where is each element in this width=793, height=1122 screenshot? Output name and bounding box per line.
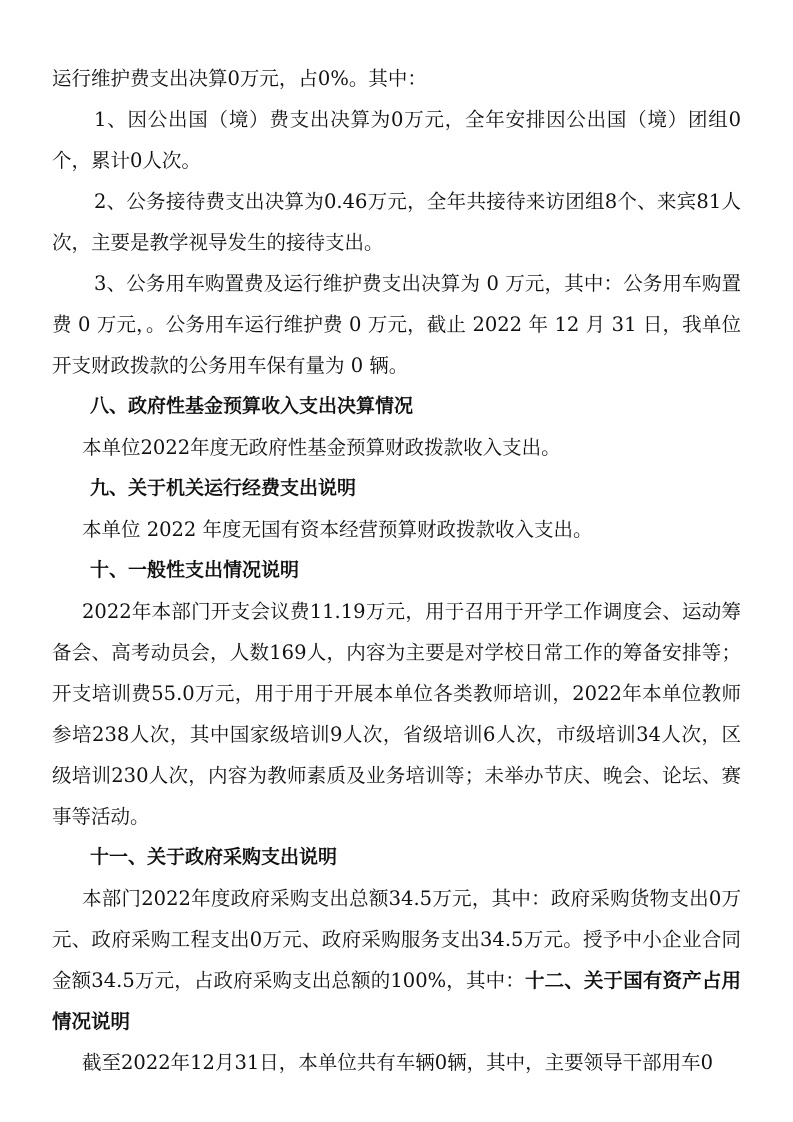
paragraph-operating-cost: 运行维护费支出决算0万元，占0%。其中： — [52, 67, 427, 90]
paragraph-official-vehicles: 3、公务用车购置费及运行维护费支出决算为 0 万元，其中：公务用车购置费 0 万元，。公务用车运行维护费 0 万元，截止 2022 年 12 月 31 日，我单位开支财政拨款的公务用车保有量为 0 辆。 — [52, 272, 741, 377]
paragraph-reception: 2、公务接待费支出决算为0.46万元，全年共接待来访团组8个、来宾81人次，主要是教学视导发生的接待支出。 — [52, 190, 741, 254]
paragraph-government-fund: 本单位2022年度无政府性基金预算财政拨款收入支出。 — [82, 436, 561, 459]
heading-procurement: 十一、关于政府采购支出说明 — [90, 846, 338, 868]
paragraph-overseas-travel: 1、因公出国（境）费支出决算为0万元，全年安排因公出国（境）团组0个，累计0人次。 — [52, 108, 741, 172]
heading-general-expenditure: 十、一般性支出情况说明 — [90, 559, 300, 581]
procurement-text: 本部门2022年度政府采购支出总额34.5万元，其中：政府采购货物支出0万元、政府采购工程支出0万元、政府采购服务支出34.5万元。授予中小企业合同金额34.5万元，占政府采购支出总额的100%，其中： — [52, 887, 741, 992]
paragraph-procurement — [52, 878, 741, 1042]
heading-agency-operating-cost: 九、关于机关运行经费支出说明 — [90, 477, 357, 499]
heading-government-fund: 八、政府性基金预算收入支出决算情况 — [90, 395, 414, 417]
paragraph-vehicles-count: 截至2022年12月31日，本单位共有车辆0辆，其中，主要领导干部用车0 — [82, 1051, 714, 1074]
paragraph-general-expenditure: 2022年本部门开支会议费11.19万元，用于召用于开学工作调度会、运动筹备会、高考动员会，人数169人，内容为主要是对学校日常工作的筹备安排等；开支培训费55.0万元，用于用于开展本单位各类教师培训，2022年本单位教师参培238人次，其中国家级培训9人次，省级培训6人次，市级培训34人次，区级培训230人次，内容为教师素质及业务培训等；未举办节庆、晚会、论坛、赛事等活动。 — [52, 600, 741, 828]
paragraph-state-capital: 本单位 2022 年度无国有资本经营预算财政拨款收入支出。 — [82, 518, 593, 541]
heading-state-assets: 十二、关于国有资产占用情况说明 — [52, 969, 741, 1033]
